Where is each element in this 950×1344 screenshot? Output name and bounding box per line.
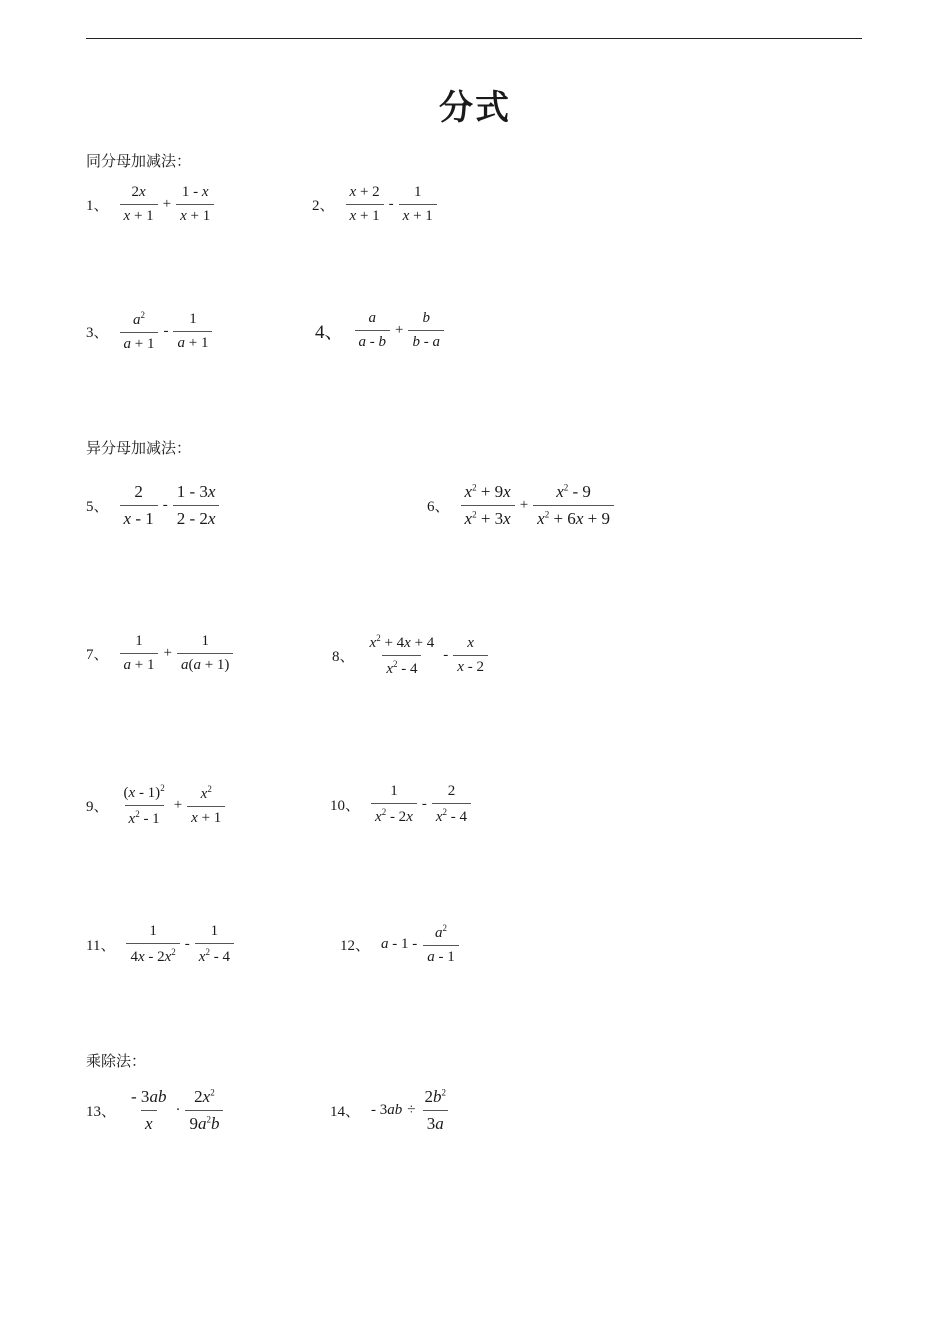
operator: + xyxy=(519,497,529,513)
problem-2 xyxy=(312,184,440,225)
expression: a - 1 - xyxy=(381,936,418,952)
problem-9 xyxy=(86,783,228,828)
problem-number: 9、 xyxy=(86,799,109,815)
fraction: $\frac{1 - 3x}{2 - 2x}$ xyxy=(173,482,220,529)
operator: - xyxy=(162,497,168,513)
problem-3 xyxy=(86,310,215,353)
operator: - xyxy=(443,647,449,663)
operator: - xyxy=(421,796,427,812)
problem-number: 11、 xyxy=(86,938,116,954)
fraction: $\frac{a}{a - b}$ xyxy=(355,310,391,351)
operator: - xyxy=(184,936,190,952)
problem-5 xyxy=(86,482,222,529)
fraction: $\frac{2}{x - 1}$ xyxy=(120,482,158,529)
problem-number: 2、 xyxy=(312,198,335,214)
fraction: $\frac{a^2}{a - 1}$ xyxy=(423,923,459,966)
problem-number: 1、 xyxy=(86,198,109,214)
fraction: $\frac{1}{a(a + 1)}$ xyxy=(177,633,233,674)
fraction: $\frac{2b^2}{3a}$ xyxy=(424,1087,446,1133)
fraction: $\frac{1}{x + 1}$ xyxy=(399,184,437,225)
problem-number: 14、 xyxy=(330,1104,361,1120)
problem-12 xyxy=(340,923,462,966)
problem-14 xyxy=(330,1087,453,1134)
operator: - xyxy=(163,323,169,339)
fraction: $\frac{2}{x^2 - 4}$ xyxy=(432,783,471,826)
operator: · xyxy=(175,1102,181,1118)
fraction: $\frac{1}{4x - 2x^2}$ xyxy=(126,923,179,966)
fraction: $\frac{1}{x^2 - 4}$ xyxy=(195,923,234,966)
problem-1 xyxy=(86,184,217,225)
page-title: 分式 xyxy=(439,88,511,128)
fraction: $\frac{1 - x}{x + 1}$ xyxy=(176,184,214,225)
problem-6 xyxy=(427,482,617,529)
fraction: $\frac{x}{x - 2}$ xyxy=(453,635,488,676)
operator: + xyxy=(395,322,404,338)
problem-10 xyxy=(330,783,474,826)
fraction: $\frac{1}{a + 1}$ xyxy=(173,311,212,352)
fraction: $\frac{2x}{x + 1}$ xyxy=(120,184,158,225)
problem-8 xyxy=(332,633,491,678)
fraction: $\frac{x + 2}{x + 1}$ xyxy=(346,184,384,225)
problem-number: 10、 xyxy=(330,798,361,814)
section-heading-same-denominator: 同分母加减法： xyxy=(86,152,192,170)
section-heading-multiplication-division: 乘除法： xyxy=(86,1052,147,1070)
fraction: $\frac{1}{x^2 - 2x}$ xyxy=(371,783,417,826)
fraction: $\frac{2x^2}{9a^2b}$ xyxy=(185,1087,223,1134)
fraction: $\frac{(x - 1)^2}{x^2 - 1}$ xyxy=(123,783,165,827)
fraction: $\frac{1}{a + 1}$ xyxy=(120,633,159,674)
problem-number: 4、 xyxy=(315,322,344,343)
fraction: $\frac{x^2 + 9x}{x^2 + 3x}$ xyxy=(461,482,515,529)
problem-number: 12、 xyxy=(340,938,371,954)
problem-4 xyxy=(315,310,447,351)
problem-number: 5、 xyxy=(86,499,109,515)
problem-13 xyxy=(86,1087,226,1134)
operator: ÷ xyxy=(407,1102,416,1118)
problem-number: 6、 xyxy=(427,499,450,515)
operator: + xyxy=(163,645,172,661)
header-rule xyxy=(86,38,862,39)
operator: + xyxy=(162,196,172,212)
problem-11 xyxy=(86,923,237,966)
problem-number: 7、 xyxy=(86,647,109,663)
fraction: $\frac{x^2 - 9}{x^2 + 6x + 9}$ xyxy=(533,482,614,529)
problem-number: 8、 xyxy=(332,649,355,665)
fraction: $\frac{a^2}{a + 1}$ xyxy=(120,310,159,353)
problem-7 xyxy=(86,633,236,674)
expression: - 3ab xyxy=(371,1102,403,1118)
problem-number: 3、 xyxy=(86,325,109,341)
problem-number: 13、 xyxy=(86,1104,117,1120)
section-heading-different-denominator: 异分母加减法： xyxy=(86,439,192,457)
fraction: $\frac{b}{b - a}$ xyxy=(408,310,444,351)
fraction: $\frac{- 3ab}{x}$ xyxy=(131,1087,167,1133)
operator: + xyxy=(173,797,183,813)
fraction: $\frac{x^2 + 4x + 4}{x^2 - 4}$ xyxy=(369,633,435,677)
operator: - xyxy=(388,196,394,212)
fraction: $\frac{x^2}{x + 1}$ xyxy=(187,784,225,827)
